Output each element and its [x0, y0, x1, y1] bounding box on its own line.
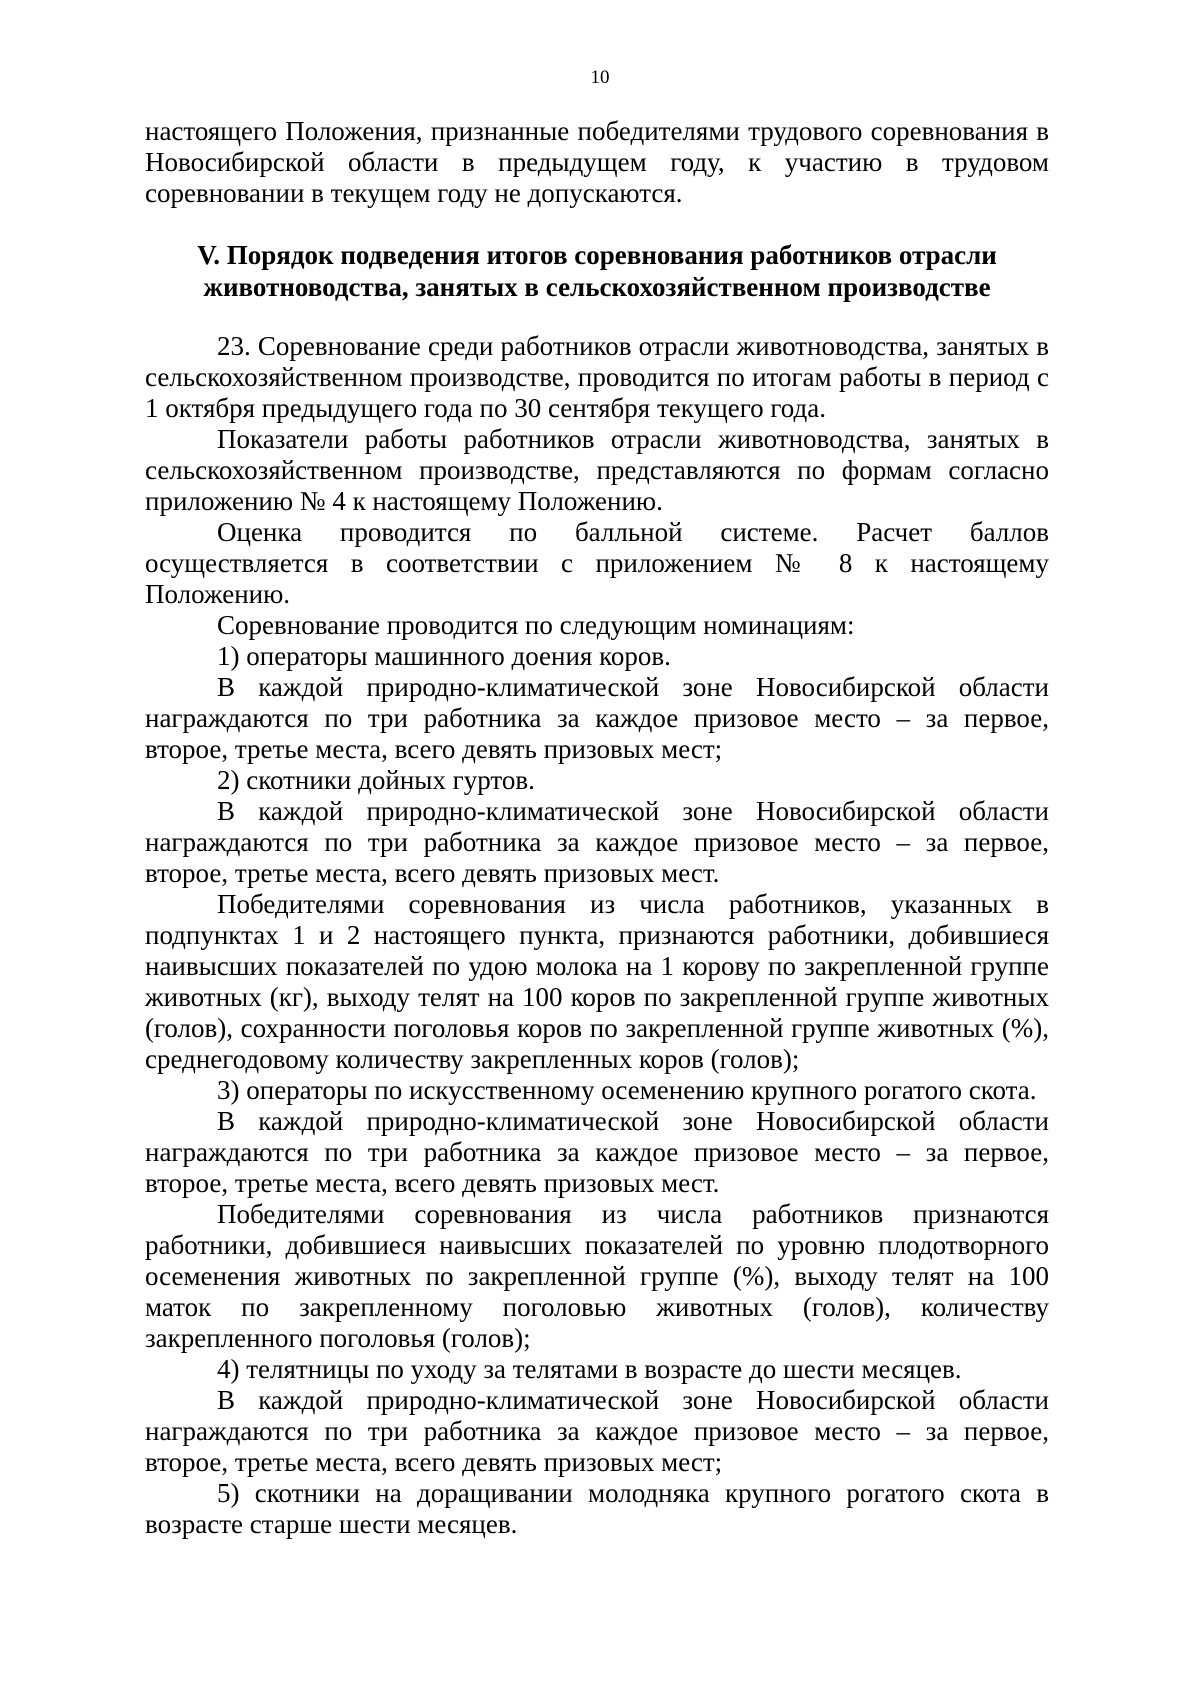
nomination-1-2-winners: Победителями соревнования из числа работников, указанных в подпунктах 1 и 2 настоящего пункта, признаются работники, добившиеся наивысших показателей по удою молока на 1 корову по закрепленной группе животных (кг), выходу телят на 100 коров по закрепленной группе животных (голов), сохранности поголовья коров по закрепленной группе животных (%), среднегодовому количеству закрепленных коров (голов);: [145, 889, 1049, 1074]
nomination-3: 3) операторы по искусственному осеменению крупного рогатого скота.: [217, 1075, 1037, 1105]
nomination-1: 1) операторы машинного доения коров.: [217, 641, 671, 671]
nomination-1-awards: В каждой природно-климатической зоне Новосибирской области награждаются по три работника за каждое призовое место – за первое, второе, третье места, всего девять призовых мест;: [145, 672, 1049, 764]
nomination-2: 2) скотники дойных гуртов.: [217, 765, 535, 795]
intro-paragraph: настоящего Положения, признанные победителями трудового соревнования в Новосибирской области в предыдущем году, к участию в трудовом соревновании в текущем году не допускаются.: [145, 116, 1049, 208]
paragraph-indicators: Показатели работы работников отрасли животноводства, занятых в сельскохозяйственном производстве, представляются по формам согласно приложению № 4 к настоящему Положению.: [145, 424, 1049, 516]
section-heading: [145, 239, 1049, 303]
paragraph-scoring: Оценка проводится по балльной системе. Расчет баллов осуществляется в соответствии с приложением № 8 к настоящему Положению.: [145, 517, 1049, 609]
nomination-3-awards: В каждой природно-климатической зоне Новосибирской области награждаются по три работника за каждое призовое место – за первое, второе, третье места, всего девять призовых мест.: [145, 1106, 1049, 1198]
section-heading-line-1: V. Порядок подведения итогов соревнования работников отрасли: [197, 240, 997, 270]
paragraph-23: 23. Соревнование среди работников отрасли животноводства, занятых в сельскохозяйственном производстве, проводится по итогам работы в период с 1 октября предыдущего года по 30 сентября текущего года.: [145, 331, 1049, 423]
nomination-5: 5) скотники на доращивании молодняка крупного рогатого скота в возрасте старше шести месяцев.: [145, 1478, 1049, 1539]
nomination-2-awards: В каждой природно-климатической зоне Новосибирской области награждаются по три работника за каждое призовое место – за первое, второе, третье места, всего девять призовых мест.: [145, 796, 1049, 888]
paragraph-nominations-intro: Соревнование проводится по следующим номинациям:: [217, 610, 855, 640]
nomination-4: 4) телятницы по уходу за телятами в возрасте до шести месяцев.: [217, 1354, 962, 1384]
page-number: 10: [590, 67, 610, 88]
section-heading-line-2: животноводства, занятых в сельскохозяйственном производстве: [203, 272, 991, 302]
nomination-3-winners: Победителями соревнования из числа работников признаются работники, добившиеся наивысших показателей по уровню плодотворного осеменения животных по закрепленной группе (%), выходу телят на 100 маток по закрепленному поголовью животных (голов), количеству закрепленного поголовья (голов);: [145, 1199, 1049, 1353]
document-body: [145, 116, 1049, 1540]
nomination-4-awards: В каждой природно-климатической зоне Новосибирской области награждаются по три работника за каждое призовое место – за первое, второе, третье места, всего девять призовых мест;: [145, 1385, 1049, 1477]
